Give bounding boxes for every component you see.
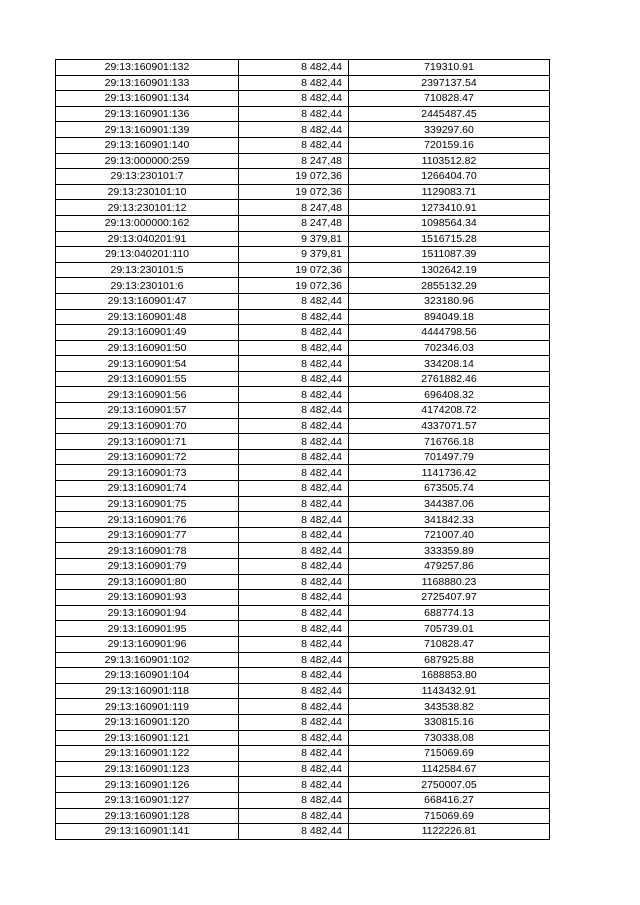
value-cell: 1302642.19 bbox=[349, 262, 550, 278]
area-cell: 19 072,36 bbox=[239, 278, 349, 294]
table-row bbox=[56, 605, 550, 621]
area-cell: 8 482,44 bbox=[239, 137, 349, 153]
cadastral-number-cell: 29:13:160901:74 bbox=[56, 481, 239, 497]
value-cell: 1273410.91 bbox=[349, 200, 550, 216]
value-cell: 341842.33 bbox=[349, 512, 550, 528]
table-row bbox=[56, 278, 550, 294]
area-cell: 8 482,44 bbox=[239, 590, 349, 606]
area-cell: 8 482,44 bbox=[239, 636, 349, 652]
cadastral-number-cell: 29:13:160901:56 bbox=[56, 387, 239, 403]
cadastral-number-cell: 29:13:160901:96 bbox=[56, 636, 239, 652]
table-row bbox=[56, 559, 550, 575]
area-cell: 8 482,44 bbox=[239, 449, 349, 465]
area-cell: 19 072,36 bbox=[239, 184, 349, 200]
table-row bbox=[56, 387, 550, 403]
table-row bbox=[56, 792, 550, 808]
cadastral-number-cell: 29:13:230101:10 bbox=[56, 184, 239, 200]
area-cell: 8 482,44 bbox=[239, 824, 349, 840]
value-cell: 339297.60 bbox=[349, 122, 550, 138]
value-cell: 1122226.81 bbox=[349, 824, 550, 840]
cadastral-number-cell: 29:13:160901:54 bbox=[56, 356, 239, 372]
cadastral-number-cell: 29:13:160901:120 bbox=[56, 714, 239, 730]
cadastral-number-cell: 29:13:000000:259 bbox=[56, 153, 239, 169]
cadastral-number-cell: 29:13:160901:139 bbox=[56, 122, 239, 138]
cadastral-number-cell: 29:13:160901:75 bbox=[56, 496, 239, 512]
table-row bbox=[56, 574, 550, 590]
value-cell: 2750007.05 bbox=[349, 777, 550, 793]
value-cell: 344387.06 bbox=[349, 496, 550, 512]
value-cell: 894049.18 bbox=[349, 309, 550, 325]
area-cell: 8 482,44 bbox=[239, 761, 349, 777]
value-cell: 4337071.57 bbox=[349, 418, 550, 434]
table-row bbox=[56, 699, 550, 715]
cadastral-number-cell: 29:13:160901:104 bbox=[56, 668, 239, 684]
table-row bbox=[56, 746, 550, 762]
table-row bbox=[56, 60, 550, 76]
cadastral-number-cell: 29:13:160901:118 bbox=[56, 683, 239, 699]
table-row bbox=[56, 184, 550, 200]
value-cell: 2725407.97 bbox=[349, 590, 550, 606]
cadastral-number-cell: 29:13:160901:70 bbox=[56, 418, 239, 434]
table-row bbox=[56, 325, 550, 341]
value-cell: 720159.16 bbox=[349, 137, 550, 153]
cadastral-number-cell: 29:13:160901:140 bbox=[56, 137, 239, 153]
cadastral-number-cell: 29:13:160901:132 bbox=[56, 60, 239, 76]
area-cell: 9 379,81 bbox=[239, 247, 349, 263]
value-cell: 1511087.39 bbox=[349, 247, 550, 263]
area-cell: 8 482,44 bbox=[239, 356, 349, 372]
table-row bbox=[56, 418, 550, 434]
area-cell: 19 072,36 bbox=[239, 262, 349, 278]
table-row bbox=[56, 590, 550, 606]
table-row bbox=[56, 652, 550, 668]
value-cell: 333359.89 bbox=[349, 543, 550, 559]
value-cell: 1266404.70 bbox=[349, 169, 550, 185]
area-cell: 8 482,44 bbox=[239, 75, 349, 91]
area-cell: 8 482,44 bbox=[239, 293, 349, 309]
cadastral-number-cell: 29:13:160901:50 bbox=[56, 340, 239, 356]
table-row bbox=[56, 356, 550, 372]
area-cell: 8 482,44 bbox=[239, 481, 349, 497]
value-cell: 715069.69 bbox=[349, 808, 550, 824]
table-row bbox=[56, 761, 550, 777]
area-cell: 8 482,44 bbox=[239, 792, 349, 808]
table-row bbox=[56, 496, 550, 512]
value-cell: 2761882.46 bbox=[349, 371, 550, 387]
table-row bbox=[56, 403, 550, 419]
area-cell: 8 482,44 bbox=[239, 730, 349, 746]
cadastral-number-cell: 29:13:160901:126 bbox=[56, 777, 239, 793]
cadastral-number-cell: 29:13:160901:127 bbox=[56, 792, 239, 808]
cadastral-number-cell: 29:13:160901:73 bbox=[56, 465, 239, 481]
table-row bbox=[56, 231, 550, 247]
table-row bbox=[56, 449, 550, 465]
area-cell: 8 482,44 bbox=[239, 371, 349, 387]
cadastral-number-cell: 29:13:230101:6 bbox=[56, 278, 239, 294]
area-cell: 8 482,44 bbox=[239, 808, 349, 824]
area-cell: 8 247,48 bbox=[239, 153, 349, 169]
value-cell: 705739.01 bbox=[349, 621, 550, 637]
cadastral-number-cell: 29:13:160901:49 bbox=[56, 325, 239, 341]
cadastral-number-cell: 29:13:160901:128 bbox=[56, 808, 239, 824]
value-cell: 721007.40 bbox=[349, 527, 550, 543]
table-row bbox=[56, 636, 550, 652]
area-cell: 8 482,44 bbox=[239, 683, 349, 699]
value-cell: 4174208.72 bbox=[349, 403, 550, 419]
table-row bbox=[56, 621, 550, 637]
value-cell: 343538.82 bbox=[349, 699, 550, 715]
area-cell: 8 482,44 bbox=[239, 60, 349, 76]
value-cell: 673505.74 bbox=[349, 481, 550, 497]
area-cell: 8 482,44 bbox=[239, 387, 349, 403]
cadastral-number-cell: 29:13:160901:94 bbox=[56, 605, 239, 621]
table-row bbox=[56, 215, 550, 231]
cadastral-number-cell: 29:13:160901:122 bbox=[56, 746, 239, 762]
table-row bbox=[56, 137, 550, 153]
table-row bbox=[56, 824, 550, 840]
area-cell: 8 482,44 bbox=[239, 605, 349, 621]
area-cell: 8 482,44 bbox=[239, 559, 349, 575]
area-cell: 8 482,44 bbox=[239, 512, 349, 528]
cadastral-number-cell: 29:13:230101:5 bbox=[56, 262, 239, 278]
value-cell: 688774.13 bbox=[349, 605, 550, 621]
cadastral-number-cell: 29:13:230101:7 bbox=[56, 169, 239, 185]
cadastral-number-cell: 29:13:160901:72 bbox=[56, 449, 239, 465]
value-cell: 2855132.29 bbox=[349, 278, 550, 294]
area-cell: 8 247,48 bbox=[239, 215, 349, 231]
value-cell: 701497.79 bbox=[349, 449, 550, 465]
cadastral-number-cell: 29:13:160901:121 bbox=[56, 730, 239, 746]
area-cell: 9 379,81 bbox=[239, 231, 349, 247]
value-cell: 330815.16 bbox=[349, 714, 550, 730]
table-body bbox=[56, 60, 550, 840]
table-row bbox=[56, 371, 550, 387]
area-cell: 8 482,44 bbox=[239, 746, 349, 762]
area-cell: 8 482,44 bbox=[239, 527, 349, 543]
area-cell: 8 482,44 bbox=[239, 496, 349, 512]
table-row bbox=[56, 777, 550, 793]
area-cell: 8 482,44 bbox=[239, 668, 349, 684]
table-row bbox=[56, 714, 550, 730]
area-cell: 8 247,48 bbox=[239, 200, 349, 216]
value-cell: 334208.14 bbox=[349, 356, 550, 372]
table-row bbox=[56, 122, 550, 138]
cadastral-number-cell: 29:13:160901:47 bbox=[56, 293, 239, 309]
value-cell: 1688853.80 bbox=[349, 668, 550, 684]
table-row bbox=[56, 153, 550, 169]
cadastral-number-cell: 29:13:040201:110 bbox=[56, 247, 239, 263]
area-cell: 8 482,44 bbox=[239, 434, 349, 450]
table-row bbox=[56, 434, 550, 450]
cadastral-number-cell: 29:13:160901:57 bbox=[56, 403, 239, 419]
area-cell: 8 482,44 bbox=[239, 574, 349, 590]
value-cell: 1168880.23 bbox=[349, 574, 550, 590]
area-cell: 8 482,44 bbox=[239, 465, 349, 481]
table-row bbox=[56, 465, 550, 481]
table-row bbox=[56, 309, 550, 325]
cadastral-number-cell: 29:13:160901:133 bbox=[56, 75, 239, 91]
cadastral-number-cell: 29:13:160901:55 bbox=[56, 371, 239, 387]
cadastral-number-cell: 29:13:230101:12 bbox=[56, 200, 239, 216]
cadastral-number-cell: 29:13:160901:119 bbox=[56, 699, 239, 715]
data-table bbox=[55, 59, 550, 840]
table-row bbox=[56, 75, 550, 91]
cadastral-number-cell: 29:13:160901:134 bbox=[56, 91, 239, 107]
cadastral-number-cell: 29:13:160901:93 bbox=[56, 590, 239, 606]
value-cell: 323180.96 bbox=[349, 293, 550, 309]
table-row bbox=[56, 262, 550, 278]
cadastral-number-cell: 29:13:160901:141 bbox=[56, 824, 239, 840]
cadastral-number-cell: 29:13:000000:162 bbox=[56, 215, 239, 231]
table-row bbox=[56, 543, 550, 559]
value-cell: 730338.08 bbox=[349, 730, 550, 746]
value-cell: 719310.91 bbox=[349, 60, 550, 76]
table-row bbox=[56, 106, 550, 122]
table-row bbox=[56, 683, 550, 699]
area-cell: 8 482,44 bbox=[239, 699, 349, 715]
value-cell: 1103512.82 bbox=[349, 153, 550, 169]
area-cell: 8 482,44 bbox=[239, 777, 349, 793]
value-cell: 715069.69 bbox=[349, 746, 550, 762]
value-cell: 2397137.54 bbox=[349, 75, 550, 91]
table-row bbox=[56, 668, 550, 684]
cadastral-number-cell: 29:13:160901:71 bbox=[56, 434, 239, 450]
cadastral-number-cell: 29:13:160901:123 bbox=[56, 761, 239, 777]
area-cell: 8 482,44 bbox=[239, 91, 349, 107]
cadastral-number-cell: 29:13:160901:76 bbox=[56, 512, 239, 528]
area-cell: 8 482,44 bbox=[239, 325, 349, 341]
value-cell: 668416.27 bbox=[349, 792, 550, 808]
cadastral-number-cell: 29:13:040201:91 bbox=[56, 231, 239, 247]
area-cell: 8 482,44 bbox=[239, 106, 349, 122]
area-cell: 8 482,44 bbox=[239, 340, 349, 356]
value-cell: 479257.86 bbox=[349, 559, 550, 575]
area-cell: 8 482,44 bbox=[239, 418, 349, 434]
table-row bbox=[56, 200, 550, 216]
cadastral-number-cell: 29:13:160901:79 bbox=[56, 559, 239, 575]
area-cell: 8 482,44 bbox=[239, 122, 349, 138]
table-row bbox=[56, 481, 550, 497]
table-row bbox=[56, 247, 550, 263]
value-cell: 716766.18 bbox=[349, 434, 550, 450]
value-cell: 1098564.34 bbox=[349, 215, 550, 231]
table-row bbox=[56, 730, 550, 746]
cadastral-number-cell: 29:13:160901:48 bbox=[56, 309, 239, 325]
value-cell: 1142584.67 bbox=[349, 761, 550, 777]
table-row bbox=[56, 512, 550, 528]
area-cell: 8 482,44 bbox=[239, 403, 349, 419]
cadastral-number-cell: 29:13:160901:102 bbox=[56, 652, 239, 668]
table-row bbox=[56, 293, 550, 309]
value-cell: 1516715.28 bbox=[349, 231, 550, 247]
table-row bbox=[56, 527, 550, 543]
area-cell: 8 482,44 bbox=[239, 714, 349, 730]
table-row bbox=[56, 808, 550, 824]
cadastral-number-cell: 29:13:160901:77 bbox=[56, 527, 239, 543]
value-cell: 710828.47 bbox=[349, 91, 550, 107]
table-row bbox=[56, 91, 550, 107]
area-cell: 8 482,44 bbox=[239, 621, 349, 637]
cadastral-number-cell: 29:13:160901:136 bbox=[56, 106, 239, 122]
cadastral-number-cell: 29:13:160901:95 bbox=[56, 621, 239, 637]
cadastral-number-cell: 29:13:160901:78 bbox=[56, 543, 239, 559]
area-cell: 8 482,44 bbox=[239, 309, 349, 325]
cadastral-number-cell: 29:13:160901:80 bbox=[56, 574, 239, 590]
value-cell: 1141736.42 bbox=[349, 465, 550, 481]
table-row bbox=[56, 169, 550, 185]
value-cell: 4444798.56 bbox=[349, 325, 550, 341]
value-cell: 696408.32 bbox=[349, 387, 550, 403]
area-cell: 8 482,44 bbox=[239, 543, 349, 559]
area-cell: 8 482,44 bbox=[239, 652, 349, 668]
table-row bbox=[56, 340, 550, 356]
value-cell: 1143432.91 bbox=[349, 683, 550, 699]
value-cell: 710828.47 bbox=[349, 636, 550, 652]
value-cell: 2445487.45 bbox=[349, 106, 550, 122]
value-cell: 702346.03 bbox=[349, 340, 550, 356]
area-cell: 19 072,36 bbox=[239, 169, 349, 185]
value-cell: 1129083.71 bbox=[349, 184, 550, 200]
value-cell: 687925.88 bbox=[349, 652, 550, 668]
